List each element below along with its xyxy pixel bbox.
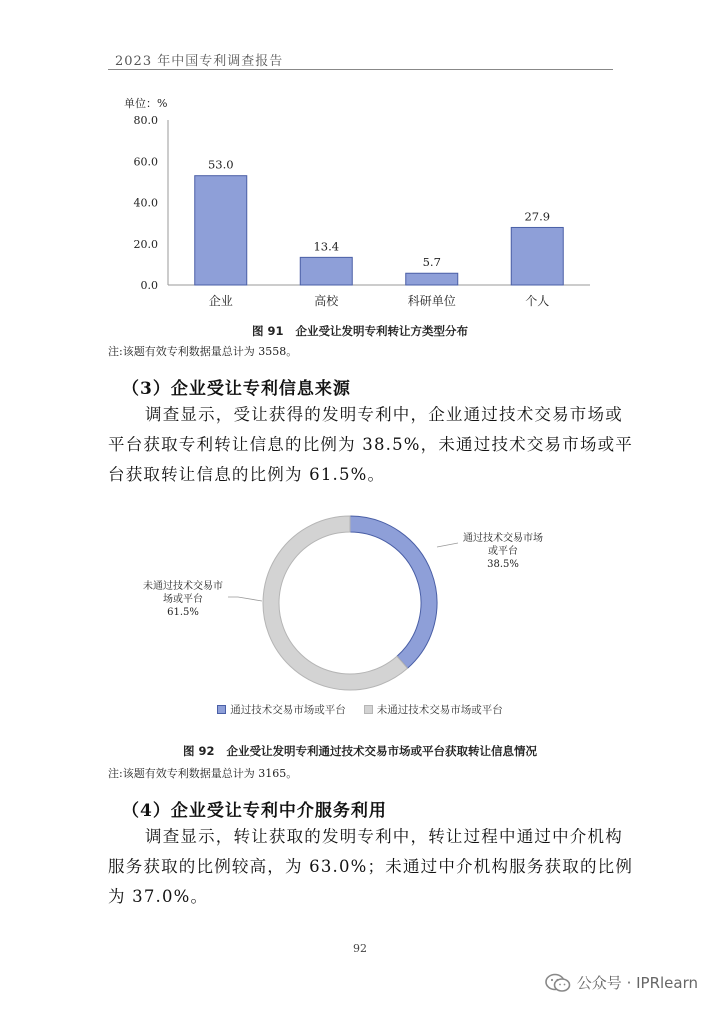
x-category-label: 高校 (314, 294, 339, 308)
running-header: 2023 年中国专利调查报告 (115, 54, 284, 69)
pie-legend (0, 702, 720, 717)
watermark (545, 972, 698, 993)
watermark-text: 公众号 · IPRlearn (576, 974, 698, 992)
y-axis-unit-label: 单位：% (124, 97, 168, 110)
legend-item-not-via-platform (364, 702, 503, 717)
bar (195, 176, 247, 285)
slice-label-not-via-platform: 场或平台 (163, 594, 203, 605)
header-divider (108, 69, 613, 70)
leader-line-not-via-platform (228, 597, 262, 601)
bar (511, 227, 563, 285)
section-3-line-3: 台获取转让信息的比例为 61.5%。 (108, 465, 386, 484)
x-category-label: 企业 (208, 294, 233, 308)
section-3-line-2: 平台获取专利转让信息的比例为 38.5%，未通过技术交易市场或平 (108, 435, 634, 454)
figure-92-caption: 图 92 企业受让发明专利通过技术交易市场或平台获取转让信息情况 (182, 744, 537, 758)
donut-chart-info-source (0, 505, 720, 695)
legend-swatch-blue (217, 705, 226, 714)
y-tick-label: 60.0 (133, 155, 158, 169)
figure-91-caption: 图 91 企业受让发明专利转让方类型分布 (251, 324, 469, 338)
section-3-heading: （3）企业受让专利信息来源 (122, 379, 351, 399)
bar-value-label: 5.7 (422, 255, 441, 270)
bar-value-label: 53.0 (207, 157, 234, 172)
pie-slice-via-platform (350, 516, 437, 668)
bar-value-label: 27.9 (524, 209, 551, 224)
leader-line-via-platform (437, 543, 458, 547)
slice-label-not-via-platform: 61.5% (167, 607, 199, 618)
bar (300, 257, 352, 285)
slice-label-not-via-platform: 未通过技术交易市 (143, 581, 223, 592)
page-number: 92 (353, 942, 367, 955)
wechat-icon (545, 973, 571, 993)
section-3-line-1: 调查显示，受让获得的发明专利中，企业通过技术交易市场或 (145, 405, 623, 424)
slice-label-via-platform: 通过技术交易市场 (463, 533, 543, 544)
figure-91-note: 注:该题有效专利数据量总计为 3558。 (108, 345, 298, 358)
y-tick-label: 40.0 (133, 196, 158, 210)
section-4-line-3: 为 37.0%。 (108, 887, 209, 906)
bar-chart-transferor-types (0, 85, 720, 315)
y-tick-label: 80.0 (133, 114, 158, 127)
legend-item-via-platform (217, 702, 346, 717)
slice-label-via-platform: 或平台 (488, 546, 518, 557)
section-4-line-1: 调查显示，转让获取的发明专利中，转让过程中通过中介机构 (145, 827, 623, 846)
x-category-label: 个人 (525, 294, 550, 308)
slice-label-via-platform: 38.5% (487, 559, 519, 570)
x-category-label: 科研单位 (407, 294, 456, 308)
figure-92-note: 注:该题有效专利数据量总计为 3165。 (108, 767, 298, 780)
section-4-line-2: 服务获取的比例较高，为 63.0%；未通过中介机构服务获取的比例 (108, 857, 634, 876)
legend-label-not-via-platform: 未通过技术交易市场或平台 (376, 704, 503, 716)
y-tick-label: 20.0 (133, 237, 158, 251)
bar-value-label: 13.4 (313, 239, 340, 254)
y-tick-label: 0.0 (140, 279, 158, 292)
legend-label-via-platform: 通过技术交易市场或平台 (230, 704, 346, 716)
section-4-heading: （4）企业受让专利中介服务利用 (122, 801, 387, 821)
bar (406, 273, 458, 285)
legend-swatch-gray (364, 705, 373, 714)
